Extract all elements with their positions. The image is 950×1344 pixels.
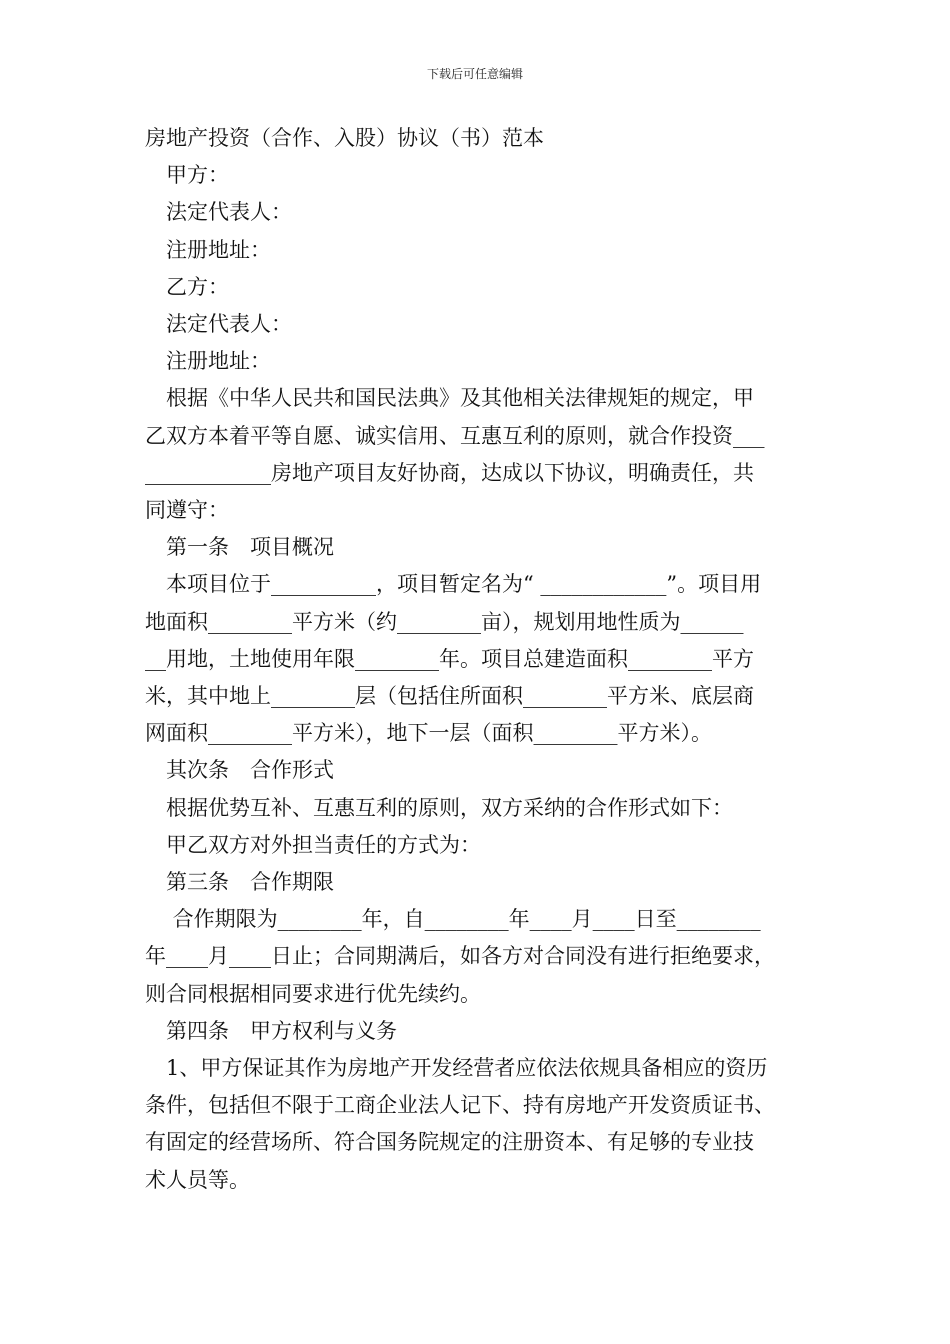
- article-4-line-4: 术人员等。: [145, 1167, 250, 1192]
- article-2-line-1: 根据优势互补、互惠互利的原则，双方采纳的合作形式如下：: [166, 795, 733, 820]
- article-3-heading: 第三条 合作期限: [166, 870, 334, 895]
- intro-line-4: 同遵守：: [145, 498, 229, 523]
- party-b-representative: 法定代表人：: [166, 312, 292, 337]
- article-4-line-2: 条件，包括但不限于工商企业法人记下、持有房地产开发资质证书、: [145, 1093, 775, 1118]
- article-1-line-2: 地面积________平方米（约________亩），规划用地性质为______: [145, 609, 744, 634]
- article-3-line-2: 年____月____日止；合同期满后，如各方对合同没有进行拒绝要求，: [145, 944, 775, 969]
- party-a-representative: 法定代表人：: [166, 200, 292, 225]
- article-4-line-1: 1、甲方保证其作为房地产开发经营者应依法依规具备相应的资历: [166, 1056, 768, 1081]
- article-1-line-1: 本项目位于__________，项目暂定名为“ ____________”。项目用: [166, 572, 762, 597]
- article-1-line-3: __用地，土地使用年限________年。项目总建造面积________平方: [145, 646, 754, 671]
- article-1-line-5: 网面积________平方米），地下一层（面积________平方米）。: [145, 721, 712, 746]
- article-3-line-1: 合作期限为________年，自________年____月____日至________: [166, 907, 761, 932]
- article-4-heading: 第四条 甲方权利与义务: [166, 1018, 397, 1043]
- document-body: [145, 120, 813, 1199]
- party-b-label: 乙方：: [166, 274, 229, 299]
- party-a-address: 注册地址：: [166, 237, 271, 262]
- article-1-heading: 第一条 项目概况: [166, 535, 334, 560]
- document-title: 房地产投资（合作、入股）协议（书）范本: [145, 126, 544, 150]
- article-1-line-4: 米，其中地上________层（包括住所面积________平方米、底层商: [145, 684, 754, 709]
- intro-line-2: 乙双方本着平等自愿、诚实信用、互惠互利的原则，就合作投资___: [145, 423, 765, 448]
- page-header: 下载后可任意编辑: [426, 67, 523, 81]
- article-2-line-2: 甲乙双方对外担当责任的方式为：: [166, 832, 481, 857]
- intro-line-1: 根据《中华人民共和国民法典》及其他相关法律规矩的规定，甲: [166, 386, 754, 411]
- party-b-address: 注册地址：: [166, 349, 271, 374]
- article-4-line-3: 有固定的经营场所、符合国务院规定的注册资本、有足够的专业技: [145, 1130, 754, 1155]
- intro-line-3: ____________房地产项目友好协商，达成以下协议，明确责任，共: [145, 460, 754, 485]
- party-a-label: 甲方：: [166, 163, 229, 188]
- article-3-line-3: 则合同根据相同要求进行优先续约。: [145, 981, 481, 1006]
- article-2-heading: 其次条 合作形式: [166, 758, 334, 783]
